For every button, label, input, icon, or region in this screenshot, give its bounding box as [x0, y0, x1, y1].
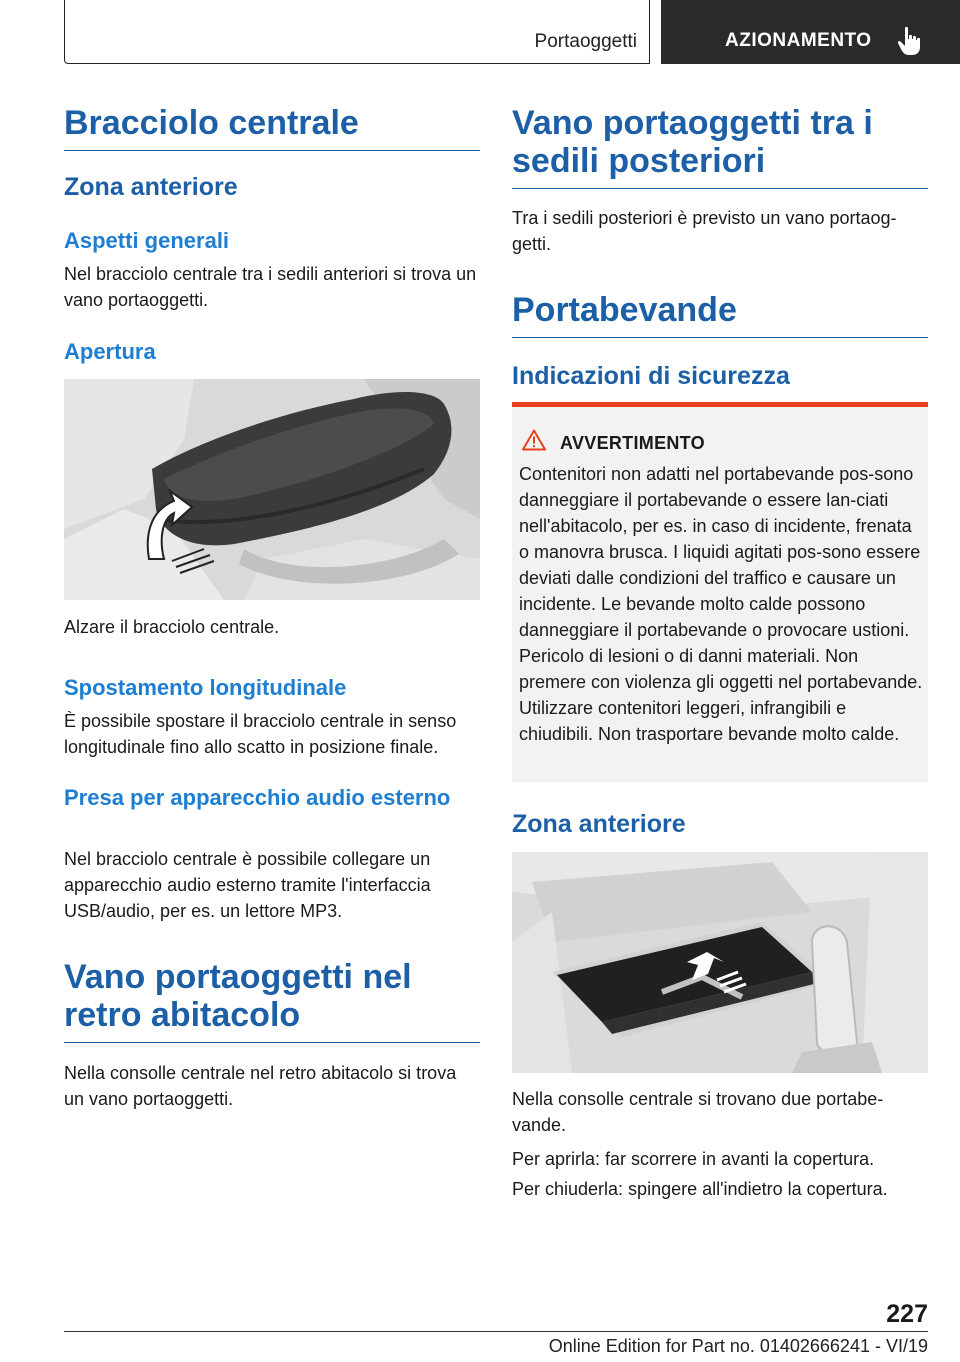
- text-rear-seats: Tra i sedili posteriori è previsto un vano portaog-getti.: [512, 208, 897, 254]
- caption-opening: Alzare il bracciolo centrale.: [64, 617, 280, 637]
- heading-rear-compartment: Vano portaoggetti nel retro abitacolo: [64, 958, 480, 1043]
- header-section-tab: [64, 0, 650, 64]
- heading-rear-seats: Vano portaoggetti tra i sedili posteriori: [512, 104, 928, 189]
- heading-audio: Presa per apparecchio audio esterno: [64, 785, 451, 810]
- cupholder-illustration: [512, 852, 928, 1073]
- heading-safety: Indicazioni di sicurezza: [512, 362, 790, 390]
- text-cupholder-location: Nella consolle centrale si trovano due portabe-vande.: [512, 1089, 884, 1135]
- text-rear-compartment: Nella consolle centrale nel retro abitacolo si trova un vano portaoggetti.: [64, 1063, 457, 1109]
- text-audio: Nel bracciolo centrale è possibile collegare un apparecchio audio esterno tramite l'interfaccia USB/audio, per es. un lettore MP3.: [64, 849, 431, 921]
- heading-general: Aspetti generali: [64, 228, 230, 253]
- text-general: Nel bracciolo centrale tra i sedili anteriori si trova un vano portaoggetti.: [64, 264, 477, 310]
- heading-front-zone: Zona anteriore: [64, 173, 238, 201]
- text-longitudinal: È possibile spostare il bracciolo centrale in senso longitudinale fino allo scatto in posizione finale.: [64, 711, 457, 757]
- page-number: 227: [886, 1300, 928, 1328]
- warning-text: Contenitori non adatti nel portabevande pos-sono danneggiare il portabevande o essere lan-ciati nell'abitacolo, per es. in caso di incidente, frenata o manovra brusca. I liquidi agitati pos-sono essere deviati dalle condizioni del traffico e causare un incidente. Le bevande molto calde possono danneggiare il portabevande o provocare ustioni. Pericolo di lesioni o di danni materiali. Non premere con violenza gli oggetti nel portabevande. Utilizzare contenitori leggeri, infrangibili e chiudibili. Non trasportare bevande molto calde.: [519, 464, 923, 744]
- warning-box: [512, 402, 928, 782]
- text-cupholder-open: Per aprirla: far scorrere in avanti la copertura.: [512, 1149, 875, 1169]
- heading-longitudinal: Spostamento longitudinale: [64, 675, 347, 700]
- armrest-illustration: [64, 379, 480, 600]
- heading-front-cupholder: Zona anteriore: [512, 810, 686, 838]
- header-chapter-label: AZIONAMENTO: [725, 30, 872, 51]
- heading-opening: Apertura: [64, 339, 156, 364]
- header-chapter-tab: [661, 0, 960, 64]
- warning-title: AVVERTIMENTO: [560, 433, 705, 453]
- warning-triangle-icon: [522, 429, 546, 451]
- text-cupholder-close: Per chiuderla: spingere all'indietro la copertura.: [512, 1179, 888, 1199]
- hand-pointer-icon: [897, 26, 923, 56]
- heading-cupholder: Portabevande: [512, 291, 928, 338]
- footer-edition: Online Edition for Part no. 01402666241 - VI/19: [548, 1336, 928, 1356]
- heading-armrest: Bracciolo centrale: [64, 104, 480, 151]
- footer-divider: [64, 1331, 928, 1332]
- header-section-label: Portaoggetti: [534, 31, 637, 52]
